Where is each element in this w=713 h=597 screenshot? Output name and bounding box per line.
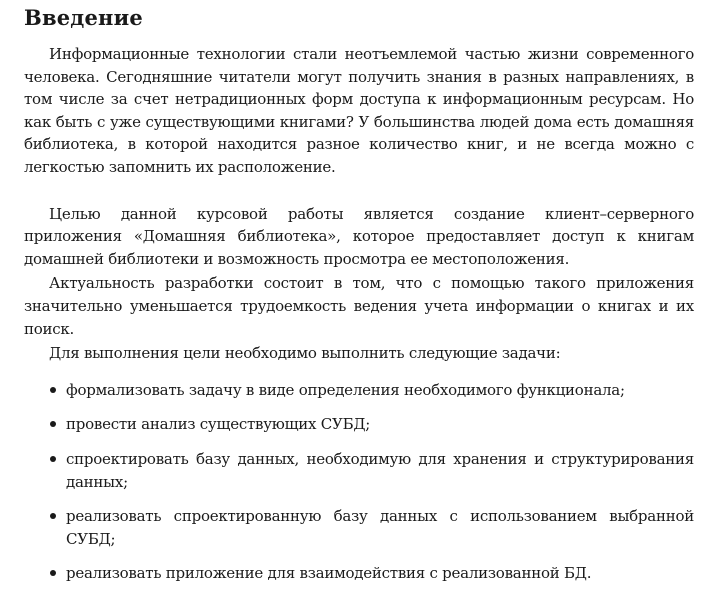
bullet-icon	[50, 456, 56, 462]
bullet-icon	[50, 387, 56, 393]
bullet-icon	[50, 421, 56, 427]
list-item-text: провести анализ существующих СУБД;	[66, 415, 371, 434]
list-item-text: реализовать спроектированную базу данных с использованием выбранной СУБД;	[66, 507, 694, 548]
bullet-icon	[50, 570, 56, 576]
tasks-list	[24, 379, 694, 585]
list-item	[24, 505, 694, 550]
list-item	[24, 379, 694, 402]
list-item-text: спроектировать базу данных, необходимую для хранения и структурирования данных;	[66, 449, 694, 491]
list-item-text: реализовать приложение для взаимодействия с реализованной БД.	[66, 564, 592, 583]
document-page	[24, 4, 694, 597]
list-item	[24, 413, 694, 436]
list-item	[24, 562, 694, 585]
list-item	[24, 448, 694, 493]
intro-paragraph: Информационные технологии стали неотъемлемой частью жизни современного человека. Сегодняшние читатели могут получить знания в разных направлениях, в том числе за счет нетрадиционных форм доступа к информационным ресурсам. Но как быть с уже существующими книгами? У большинства людей дома есть домашняя библиотека, в которой находится разное количество книг, и не всегда можно с легкостью запомнить их расположение.	[24, 45, 694, 176]
list-item-text: формализовать задачу в виде определения необходимого функционала;	[66, 380, 625, 399]
section-heading: Введение	[24, 5, 143, 30]
tasks-intro-paragraph: Для выполнения цели необходимо выполнить следующие задачи:	[49, 344, 561, 363]
relevance-paragraph: Актуальность разработки состоит в том, что с помощью такого приложения значительно уменьшается трудоемкость ведения учета информации о книгах и их поиск.	[24, 274, 694, 338]
goal-paragraph: Целью данной курсовой работы является создание клиент–серверного приложения «Домашняя библиотека», которое предоставляет доступ к книгам домашней библиотеки и возможность просмотра ее местоположения.	[24, 204, 694, 268]
